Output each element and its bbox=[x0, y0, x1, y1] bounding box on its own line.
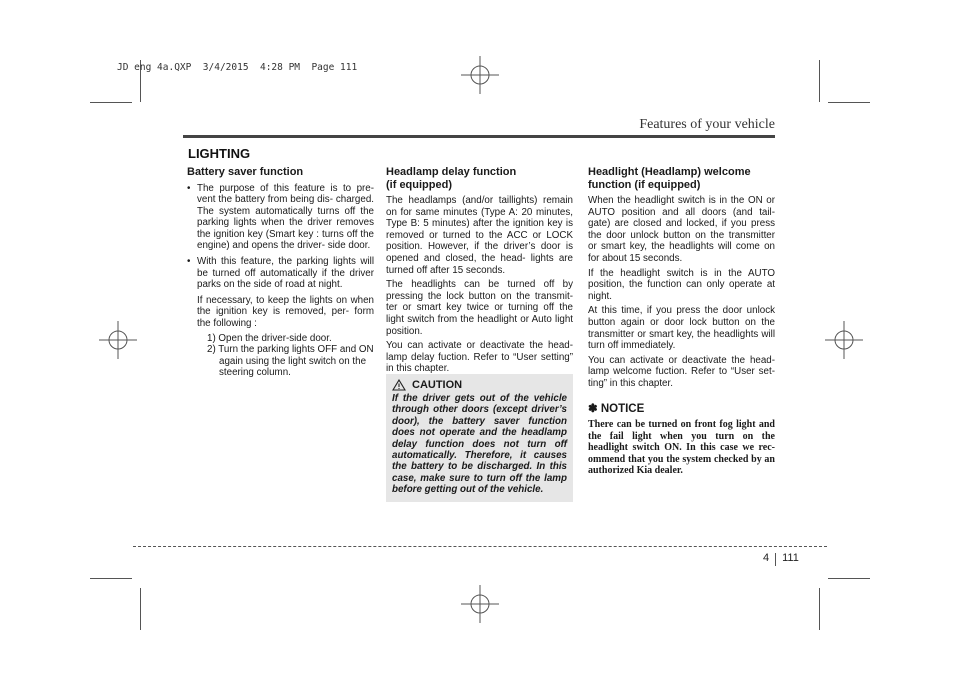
subtitle-line: Headlight (Headlamp) welcome bbox=[588, 166, 751, 178]
footer-divider bbox=[133, 546, 827, 547]
notice-title: ✽ NOTICE bbox=[588, 402, 645, 415]
caution-title: CAUTION bbox=[412, 379, 463, 391]
paragraph: The headlamps (and/or taillights) remain on for same minutes (Type A: 20 minutes, Type B: 5 minutes) after the ignition key is removed or turned to the ACC or LOCK position. However, if the driver’s door is opened and closed, the head- lights are turned off after 15 seconds. bbox=[386, 195, 573, 276]
bullet-icon: • bbox=[187, 182, 191, 194]
registration-mark-icon bbox=[825, 321, 863, 359]
paragraph: When the headlight switch is in the ON or AUTO position and all doors (and tail- gate) are closed and locked, if you press the door unlock button on the transmitter or smart key, the headlights will come on for about 15 seconds. bbox=[588, 195, 775, 264]
chapter-number: 4 bbox=[763, 552, 770, 564]
page-heading: LIGHTING bbox=[188, 146, 251, 161]
subtitle-line: (if equipped) bbox=[386, 178, 452, 191]
crop-mark bbox=[819, 588, 820, 630]
step-item: 1) Open the driver-side door. bbox=[207, 332, 332, 344]
column-battery-saver bbox=[187, 166, 374, 379]
paragraph: You can activate or deactivate the head- lamp delay fuction. Refer to “User setting” in this chapter. bbox=[386, 340, 573, 375]
bullet-list bbox=[187, 183, 374, 291]
bullet-text: With this feature, the parking lights will be turned off automatically if the driver parks on the side of road at night. bbox=[197, 256, 374, 291]
print-slug: JD eng 4a.QXP 3/4/2015 4:28 PM Page 111 bbox=[117, 62, 358, 73]
page-number-value: 111 bbox=[782, 552, 799, 564]
crop-mark bbox=[90, 578, 132, 579]
header-rule bbox=[183, 135, 775, 138]
subtitle-line: Headlamp delay function bbox=[386, 166, 517, 178]
paragraph: At this time, if you press the door unlock button again or door lock button on the transmitter or smart key, the headlights will turn off immediately. bbox=[588, 305, 775, 352]
bullet-text: The purpose of this feature is to pre- vent the battery from being dis- charged. The system automatically turns off the parking lights when the driver removes the ignition key (Smart key : turns off the engine) and opens the driver- side door. bbox=[197, 182, 374, 252]
page-number-separator bbox=[775, 553, 776, 566]
bullet-icon: • bbox=[187, 256, 191, 268]
subtitle-headlamp-delay bbox=[386, 166, 573, 191]
subtitle-welcome-function bbox=[588, 166, 775, 191]
registration-mark-icon bbox=[99, 321, 137, 359]
registration-mark-icon bbox=[461, 585, 499, 623]
paragraph: You can activate or deactivate the head- lamp welcome fuction. Refer to “User set- ting” in this chapter. bbox=[588, 354, 775, 389]
registration-mark-icon bbox=[461, 56, 499, 94]
paragraph: The headlights can be turned off by pressing the lock button on the transmit- ter or smart key twice or turning off the light switch from the headlight or Auto light position. bbox=[386, 279, 573, 337]
instructions-intro: If necessary, to keep the lights on when the ignition key is removed, per- form the following : bbox=[197, 294, 374, 330]
column-headlamp-delay bbox=[386, 166, 573, 378]
instructions-block bbox=[187, 295, 374, 379]
step-item: 2) Turn the parking lights OFF and ON again using the light switch on the steering column. bbox=[207, 344, 374, 379]
crop-mark bbox=[828, 102, 870, 103]
caution-box bbox=[386, 374, 573, 502]
crop-mark bbox=[819, 60, 820, 102]
step-list bbox=[197, 333, 374, 379]
warning-triangle-icon bbox=[392, 379, 406, 391]
paragraph: If the headlight switch is in the AUTO position, the function can only operate at night. bbox=[588, 267, 775, 302]
caution-text: If the driver gets out of the vehicle through other doors (except driver’s door), the battery saver function does not operate and the headlamp delay function does not turn off automatically. Therefore, it causes the battery to be discharged. In this case, make sure to turn off the lamp before getting out of the vehicle. bbox=[392, 393, 567, 496]
list-item bbox=[187, 183, 374, 253]
section-title: Features of your vehicle bbox=[639, 117, 775, 132]
crop-mark bbox=[90, 102, 132, 103]
page-number bbox=[763, 552, 799, 566]
caution-header bbox=[392, 379, 567, 391]
subtitle-line: function (if equipped) bbox=[588, 178, 701, 191]
list-item bbox=[187, 256, 374, 291]
notice-text: There can be turned on front fog light and the fail light when you turn on the headlight switch ON. In this case we rec- ommend that you the system checked by an authorized Kia dealer. bbox=[588, 419, 775, 477]
column-welcome-function bbox=[588, 166, 775, 477]
crop-mark bbox=[140, 588, 141, 630]
crop-mark bbox=[828, 578, 870, 579]
subtitle-battery-saver: Battery saver function bbox=[187, 166, 304, 178]
